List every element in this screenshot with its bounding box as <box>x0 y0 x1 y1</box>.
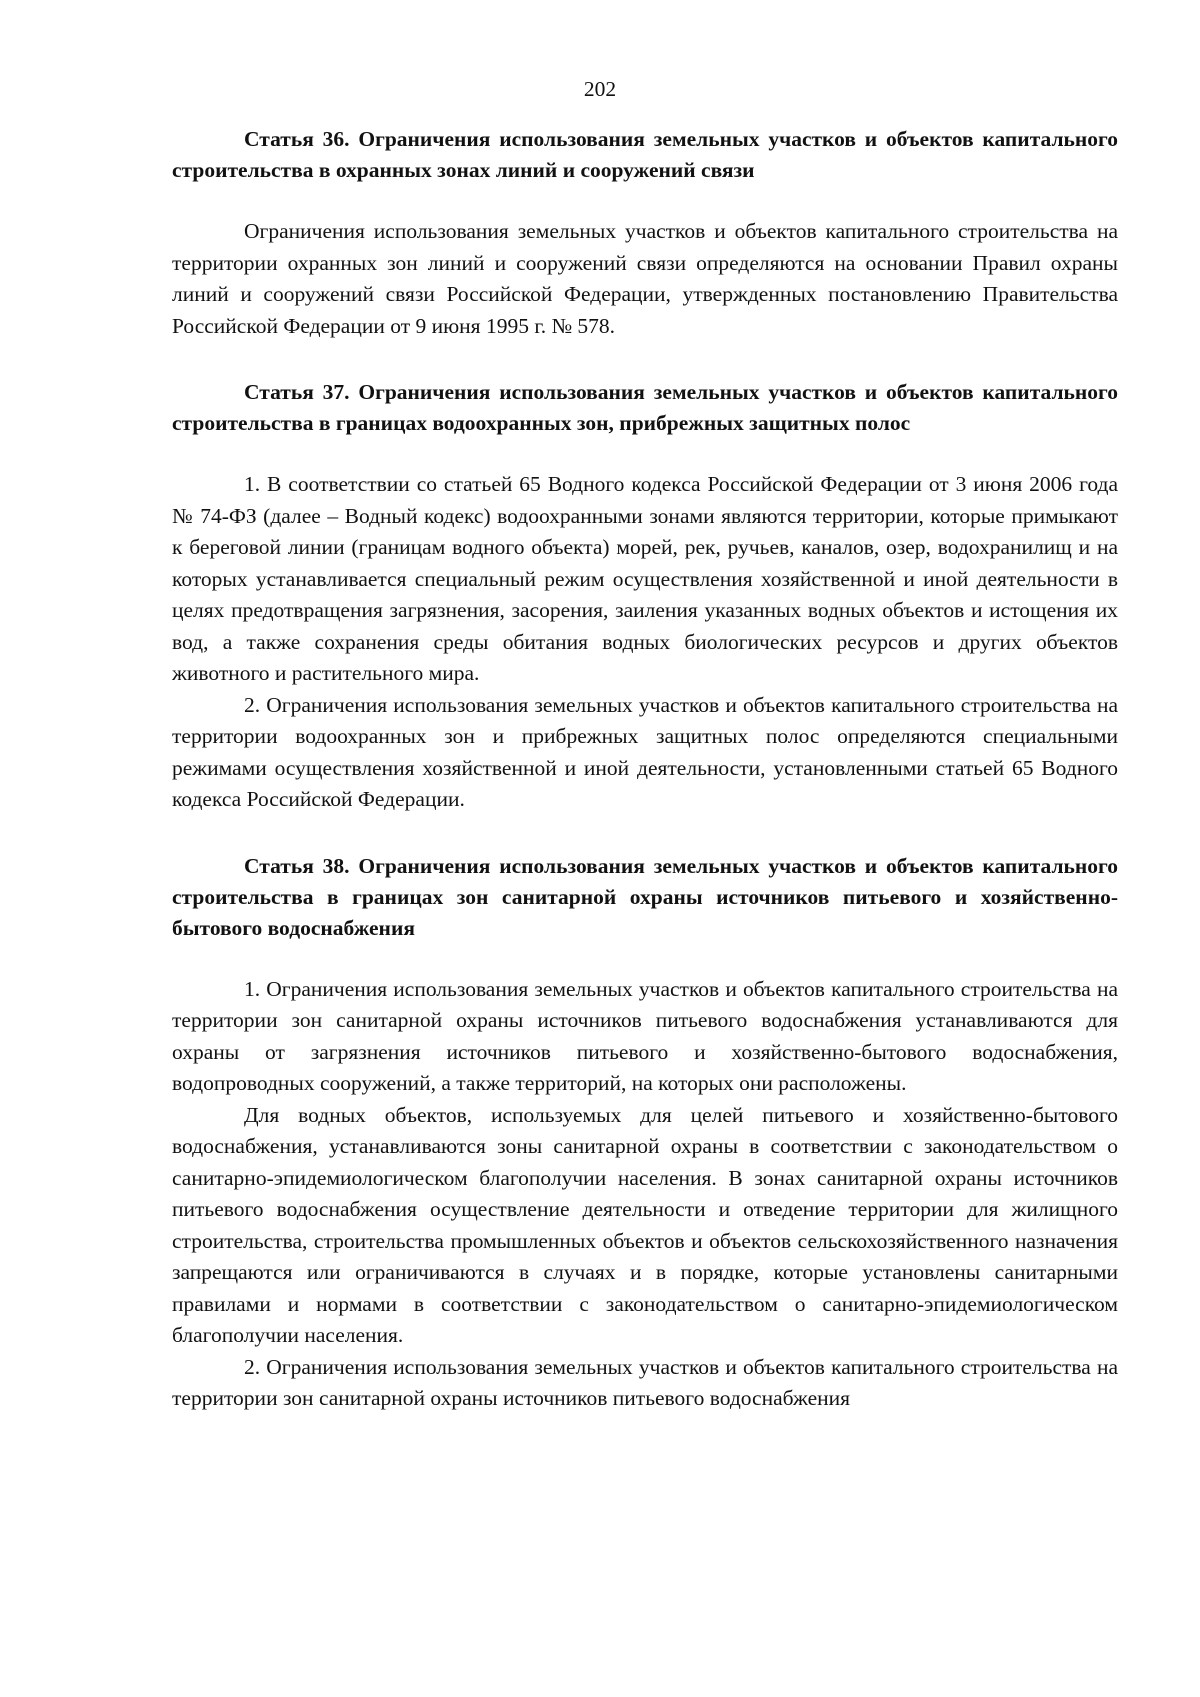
article-37-paragraph-2: 2. Ограничения использования земельных участков и объектов капитального строительства на территории водоохранных зон и прибрежных защитных полос определяются специальными режимами осуществления хозяйственной и иной деятельности, установленными статьей 65 Водного кодекса Российской Федерации. <box>172 692 1118 811</box>
article-36-paragraph-1: Ограничения использования земельных участков и объектов капитального строительства на территории охранных зон линий и сооружений связи определяются на основании Правил охраны линий и сооружений связи Российской Федерации, утвержденных постановлению Правительства Российской Федерации от 9 июня 1995 г. № 578. <box>172 219 1118 338</box>
article-37 <box>172 377 1118 816</box>
article-37-paragraph-1: 1. В соответствии со статьей 65 Водного кодекса Российской Федерации от 3 июня 2006 года № 74-ФЗ (далее – Водный кодекс) водоохранными зонами являются территории, которые примыкают к береговой линии (границам водного объекта) морей, рек, ручьев, каналов, озер, водохранилищ и на которых устанавливается специальный режим осуществления хозяйственной и иной деятельности в целях предотвращения загрязнения, засорения, заиления указанных водных объектов и истощения их вод, а также сохранения среды обитания водных биологических ресурсов и других объектов животного и растительного мира. <box>172 472 1118 685</box>
article-38 <box>172 851 1118 1415</box>
article-36-title: Статья 36. Ограничения использования земельных участков и объектов капитального строительства в охранных зонах линий и сооружений связи <box>172 127 1118 182</box>
article-37-title: Статья 37. Ограничения использования земельных участков и объектов капитального строительства в границах водоохранных зон, прибрежных защитных полос <box>172 380 1118 435</box>
article-38-paragraph-2: Для водных объектов, используемых для целей питьевого и хозяйственно-бытового водоснабжения, устанавливаются зоны санитарной охраны в соответствии с законодательством о санитарно-эпидемиологическом благополучии населения. В зонах санитарной охраны источников питьевого водоснабжения осуществление деятельности и отведение территории для жилищного строительства, строительства промышленных объектов и объектов сельскохозяйственного назначения запрещаются или ограничиваются в случаях и в порядке, которые установлены санитарными правилами и нормами в соответствии с законодательством о санитарно-эпидемиологическом благополучии населения. <box>172 1102 1118 1347</box>
article-38-title: Статья 38. Ограничения использования земельных участков и объектов капитального строительства в границах зон санитарной охраны источников питьевого и хозяйственно-бытового водоснабжения <box>172 853 1118 940</box>
article-38-paragraph-3: 2. Ограничения использования земельных участков и объектов капитального строительства на территории зон санитарной охраны источников питьевого водоснабжения <box>172 1354 1118 1410</box>
page-number: 202 <box>583 77 617 101</box>
document-body <box>172 124 1118 1415</box>
article-36 <box>172 124 1118 342</box>
article-38-paragraph-1: 1. Ограничения использования земельных участков и объектов капитального строительства на территории зон санитарной охраны источников питьевого водоснабжения устанавливаются для охраны от загрязнения источников питьевого и хозяйственно-бытового водоснабжения, водопроводных сооружений, а также территорий, на которых они расположены. <box>172 976 1118 1095</box>
